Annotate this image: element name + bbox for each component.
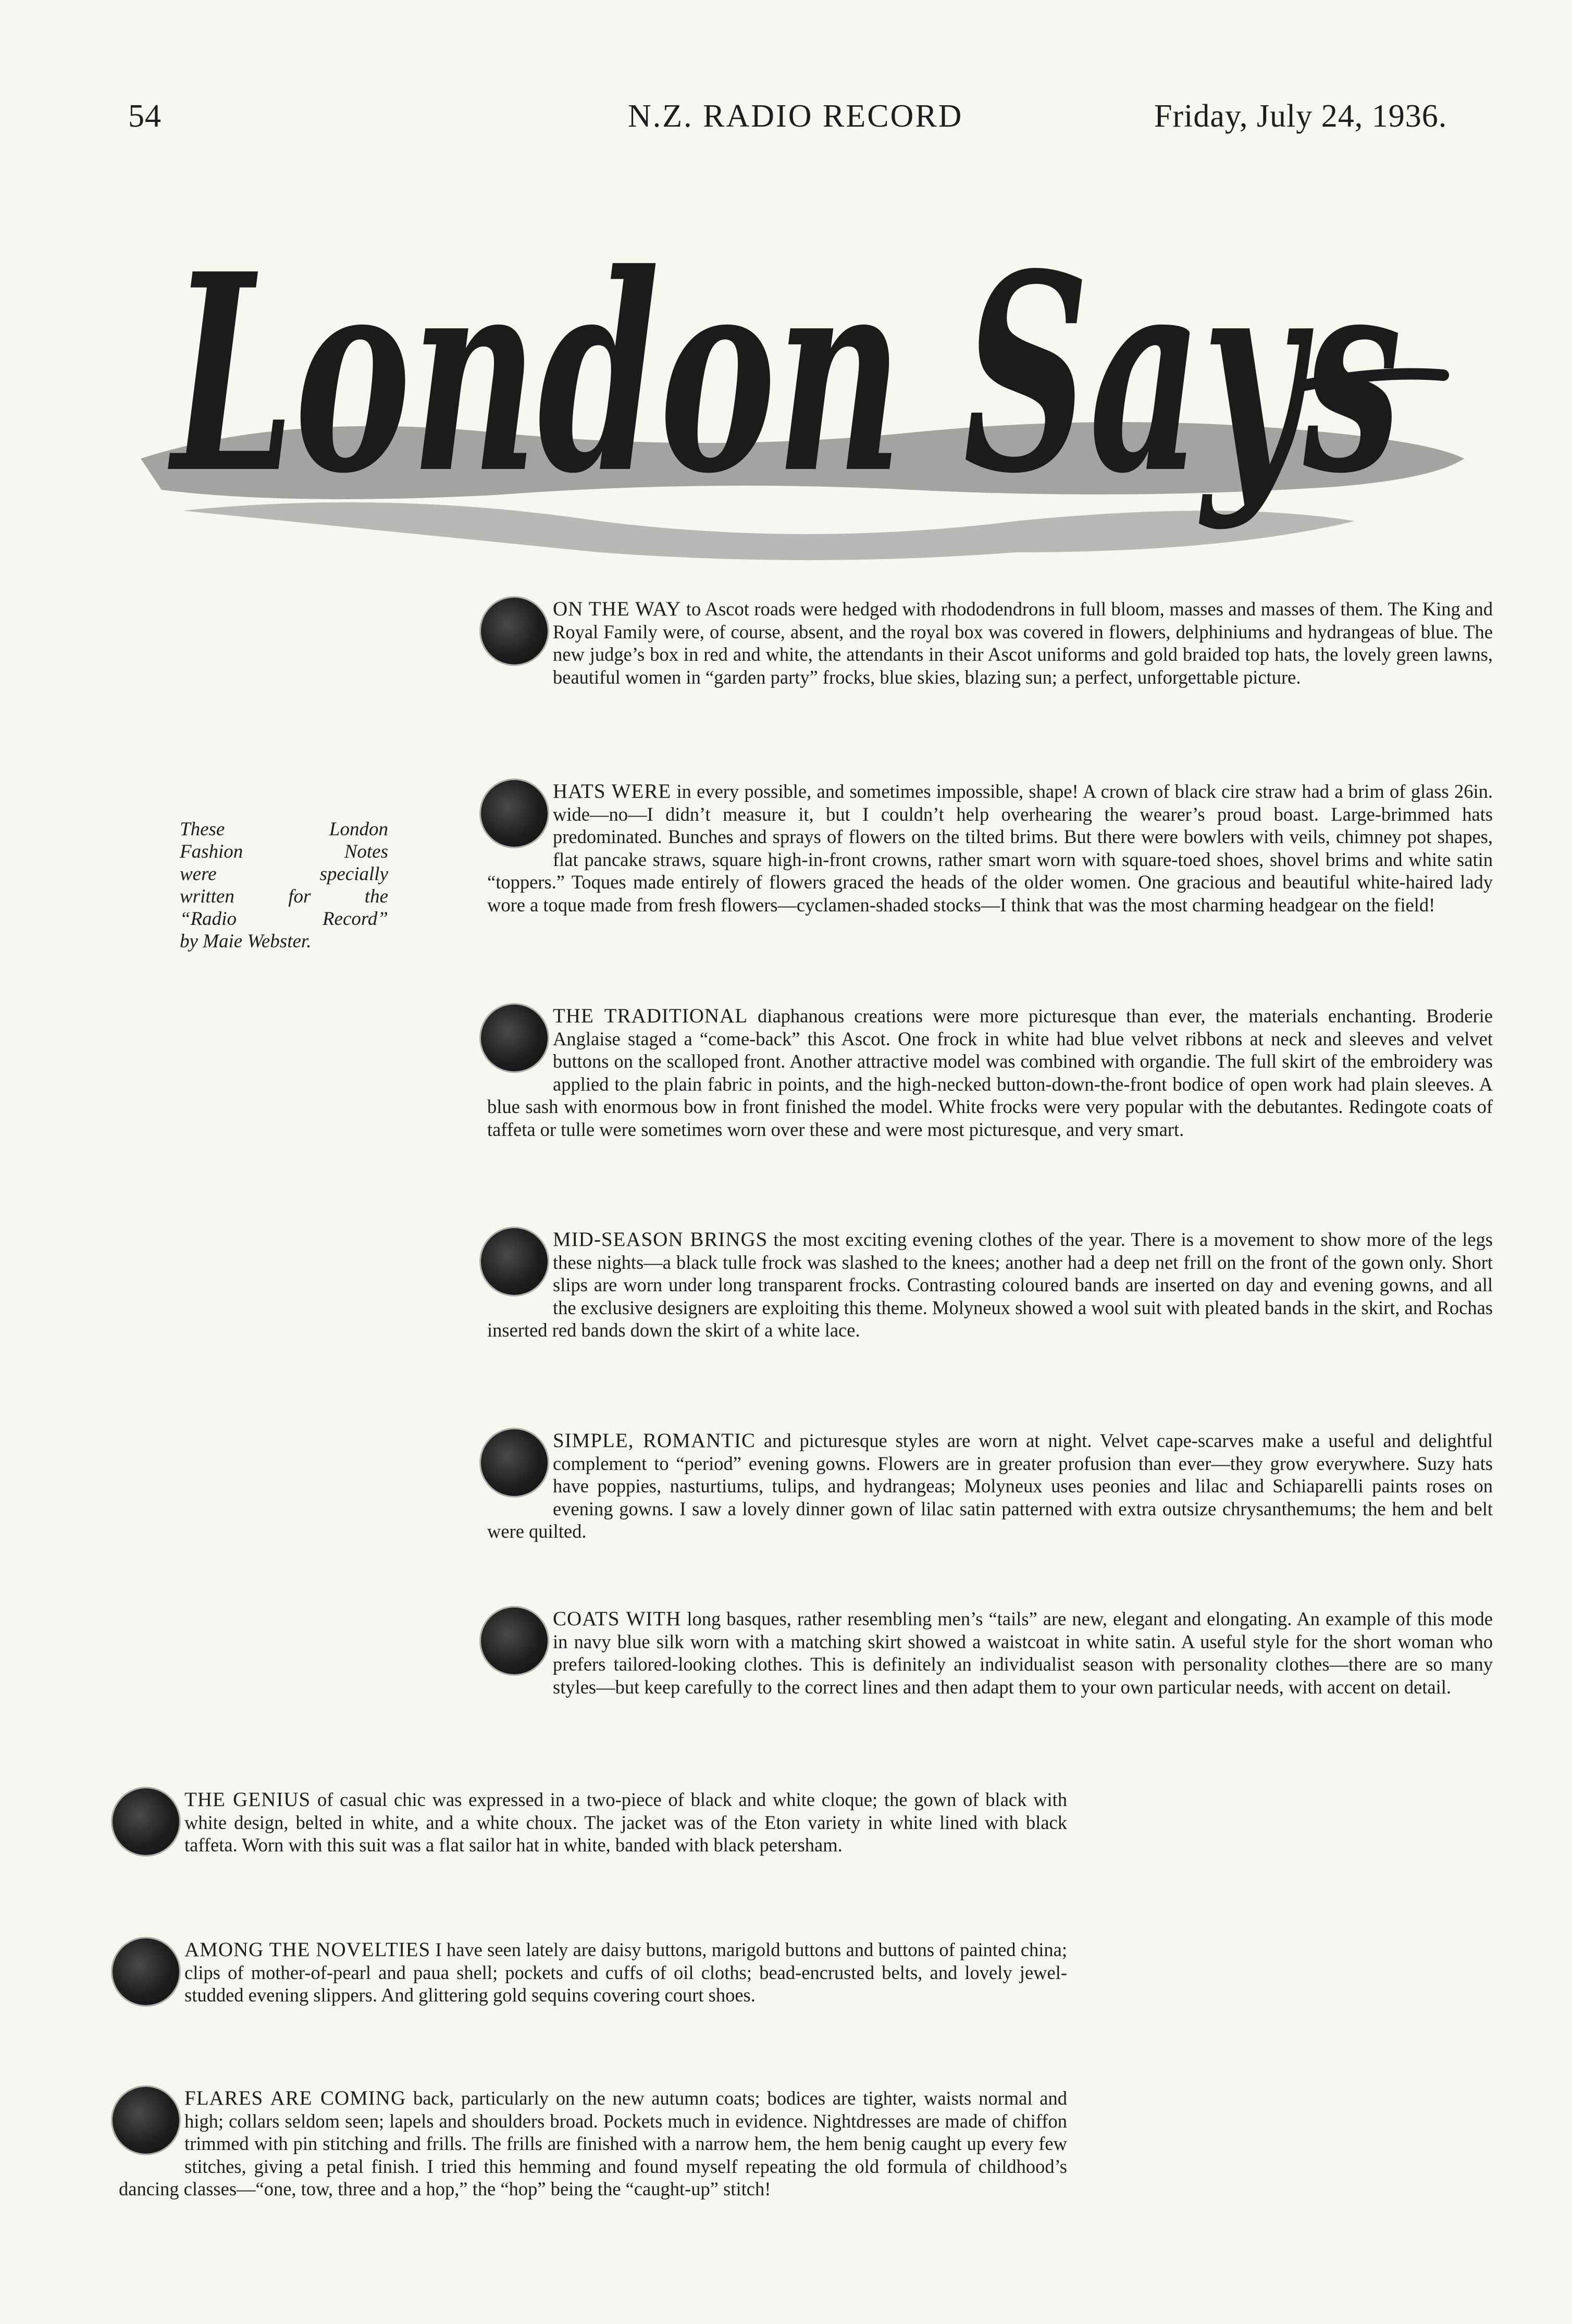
byline-line: by Maie Webster. xyxy=(180,931,312,952)
paragraph-text: diaphanous creations were more picturesque than ever, the materials enchanting. Broderie Anglaise staged a “come-back” this Ascot. One frock in white had blue velvet ribbons at neck and sleeves and velvet buttons on the scalloped front. Another attractive model was combined with organdie. The full skirt of the embroidery was applied to the plain fabric in points, and the high-necked button-down-the-front bodice of open work had plain sleeves. A blue sash with enormous bow in front finished the model. White frocks were very popular with the debutantes. Redingote coats of taffeta or tulle were sometimes worn over these and were most picturesque, and very smart. xyxy=(487,1005,1493,1140)
article-paragraph xyxy=(487,1608,1493,1698)
paragraph-text: long basques, rather resembling men’s “tails” are new, elegant and elongating. An example of this mode in navy blue silk worn with a matching skirt showed a waistcoat in white satin. A useful style for the short woman who prefers tailored-looking clothes. This is definitely an individualist season with personality clothes—there are so many styles—but keep carefully to the correct lines and then adapt them to your own particular needs, with accent on detail. xyxy=(553,1608,1493,1698)
article-paragraph xyxy=(487,598,1493,688)
bullet-dot-icon xyxy=(481,598,548,664)
byline-line: written for the xyxy=(180,886,388,907)
paragraph-lead: FLARES ARE COMING xyxy=(184,2087,406,2109)
page-header xyxy=(0,98,1572,140)
paragraph-lead: AMONG THE NOVELTIES xyxy=(184,1938,431,1961)
paragraph-lead: THE GENIUS xyxy=(184,1788,311,1811)
issue-date: Friday, July 24, 1936. xyxy=(1154,98,1447,134)
bullet-dot-icon xyxy=(481,1608,548,1674)
paragraph-text: the most exciting evening clothes of the year. There is a movement to show more of the legs these nights—a black tulle frock was slashed to the knees; another had a deep net frill on the front of the gown only. Short slips are worn under long transparent frocks. Contrasting coloured bands are inserted on day and evening gowns, and all the exclusive designers are exploiting this theme. Molyneux showed a wool suit with pleated bands in the skirt, and Rochas inserted red bands down the skirt of a white lace. xyxy=(487,1229,1493,1341)
byline-line: were specially xyxy=(180,863,388,885)
bullet-dot-icon xyxy=(481,1228,548,1295)
article-paragraph xyxy=(119,1938,1067,2008)
article-paragraph xyxy=(487,1228,1493,1342)
bullet-dot-icon xyxy=(481,1005,548,1071)
paragraph-lead: ON THE WAY xyxy=(553,598,682,620)
paragraph-text: of casual chic was expressed in a two-piece of black and white cloque; the gown of black with white design, belted in white, and a white choux. The jacket was of the Eton variety in white lined with black taffeta. Worn with this suit was a flat sailor hat in white, banded with black petersham. xyxy=(184,1789,1067,1856)
article-paragraph xyxy=(487,780,1493,916)
svg-text:London Says: London Says xyxy=(166,215,1402,533)
paragraph-lead: HATS WERE xyxy=(553,780,672,802)
byline-line: Fashion Notes xyxy=(180,841,388,862)
bullet-dot-icon xyxy=(481,780,548,847)
masthead-title xyxy=(130,188,1475,573)
paragraph-text: back, particularly on the new autumn coats; bodices are tighter, waists normal and high; collars seldom seen; lapels and shoulders broad. Pockets much in evidence. Nightdresses are made of chiffon trimmed with pin stitching and frills. The frills are finished with a narrow hem, the hem benig caught up every few stitches, giving a petal finish. I tried this hemming and found myself repeating the old formula of childhood’s dancing classes—“one, tow, three and a hop,” the “hop” being the “caught-up” stitch! xyxy=(119,2087,1067,2199)
page-number: 54 xyxy=(128,98,162,134)
article-paragraph xyxy=(119,2087,1067,2201)
paragraph-lead: SIMPLE, ROMANTIC xyxy=(553,1429,756,1452)
bullet-dot-icon xyxy=(481,1429,548,1496)
byline-line: “Radio Record” xyxy=(180,908,388,930)
bullet-dot-icon xyxy=(113,1938,179,2005)
bullet-dot-icon xyxy=(113,2087,179,2154)
paragraph-lead: COATS WITH xyxy=(553,1608,682,1630)
paragraph-lead: MID-SEASON BRINGS xyxy=(553,1228,768,1251)
bullet-dot-icon xyxy=(113,1788,179,1855)
paragraph-text: in every possible, and sometimes impossible, shape! A crown of black cire straw had a brim of glass 26in. wide—no—I didn’t measure it, but I couldn’t help overhearing the wearer’s proud boast. Large-brimmed hats predominated. Bunches and sprays of flowers on the tilted brims. But there were bowlers with veils, chimney pot shapes, flat pancake straws, square high-in-front crowns, rather smart worn with square-toed shoes, shovel brims and white satin “toppers.” Toques made entirely of flowers graced the heads of the older women. One gracious and beautiful white-haired lady wore a toque made from fresh flowers—cyclamen-shaded stocks—I think that was the most charming headgear on the field! xyxy=(487,781,1493,916)
paragraph-text: to Ascot roads were hedged with rhododendrons in full bloom, masses and masses of them. The King and Royal Family were, of course, absent, and the royal box was covered in flowers, delphiniums and hydrangeas of blue. The new judge’s box in red and white, the attendants in their Ascot uniforms and gold braided top hats, the lovely green lawns, beautiful women in “garden party” frocks, blue skies, blazing sun; a perfect, unforgettable picture. xyxy=(553,598,1493,688)
article-paragraph xyxy=(487,1429,1493,1543)
paragraph-lead: THE TRADITIONAL xyxy=(553,1005,748,1027)
article-paragraph xyxy=(487,1005,1493,1141)
paragraph-text: and picturesque styles are worn at night. Velvet cape-scarves make a useful and delightful complement to “period” evening gowns. Flowers are in greater profusion than ever—they grow everywhere. Suzy hats have poppies, nasturtiums, tulips, and hydrangeas; Molyneux uses peonies and lilac and Schiaparelli paints roses on evening gowns. I saw a lovely dinner gown of lilac satin patterned with extra outsize chrysanthemums; the hem and belt were quilted. xyxy=(487,1430,1493,1542)
article-paragraph xyxy=(119,1788,1067,1858)
publication-name: N.Z. RADIO RECORD xyxy=(628,98,963,134)
masthead-logo xyxy=(130,188,1475,573)
paragraph-text: I have seen lately are daisy buttons, marigold buttons and buttons of painted china; clips of mother-of-pearl and paua shell; pockets and cuffs of oil cloths; bead-encrusted belts, and lovely jewel-studded evening slippers. And glittering gold sequins covering court shoes. xyxy=(184,1939,1067,2006)
byline-credit xyxy=(180,818,388,953)
byline-line: These London xyxy=(180,819,388,840)
